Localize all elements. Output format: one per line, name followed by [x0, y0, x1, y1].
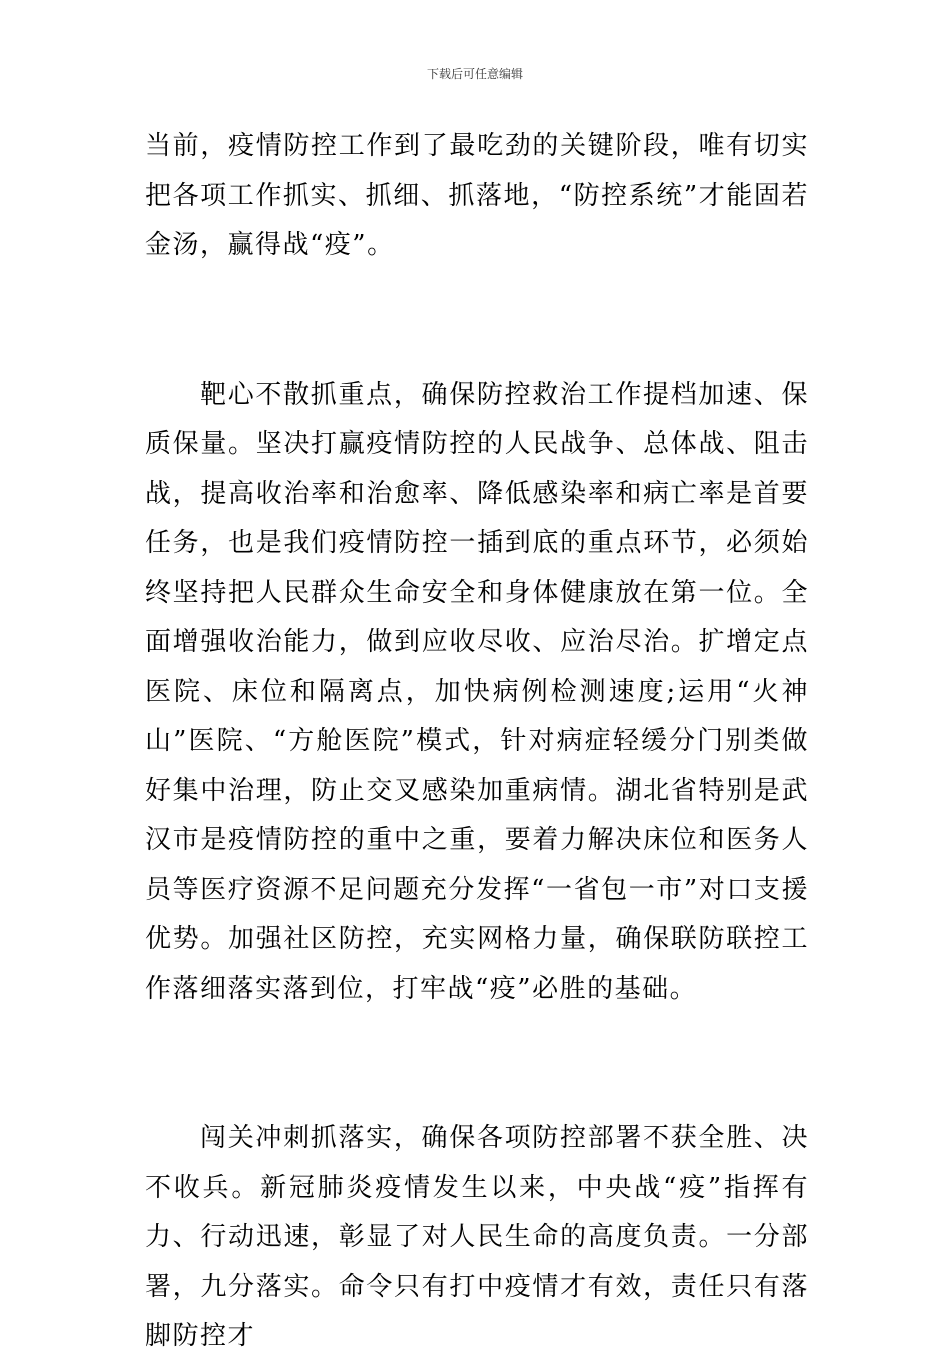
paragraph-spacer: [145, 271, 809, 371]
paragraph-implementation: 闯关冲刺抓落实，确保各项防控部署不获全胜、决不收兵。新冠肺炎疫情发生以来，中央战“疫”指挥有力、行动迅速，彰显了对人民生命的高度负责。一分部署，九分落实。命令只有打中疫情才有效，责任只有落脚防控才: [145, 1123, 809, 1351]
paragraph-treatment: 靶心不散抓重点，确保防控救治工作提档加速、保质保量。坚决打赢疫情防控的人民战争、总体战、阻击战，提高收治率和治愈率、降低感染率和病亡率是首要任务，也是我们疫情防控一插到底的重点环节，必须始终坚持把人民群众生命安全和身体健康放在第一位。全面增强收治能力，做到应收尽收、应治尽治。扩增定点医院、床位和隔离点，加快病例检测速度;运用“火神山”医院、“方舱医院”模式，针对病症轻缓分门别类做好集中治理，防止交叉感染加重病情。湖北省特别是武汉市是疫情防控的重中之重，要着力解决床位和医务人员等医疗资源不足问题充分发挥“一省包一市”对口支援优势。加强社区防控，充实网格力量，确保联防联控工作落细落实落到位，打牢战“疫”必胜的基础。: [145, 379, 809, 1004]
paragraph-intro: 当前，疫情防控工作到了最吃劲的关键阶段，唯有切实把各项工作抓实、抓细、抓落地，“防控系统”才能固若金汤，赢得战“疫”。: [145, 131, 809, 260]
document-body: [145, 122, 809, 1362]
page-header-note: 下载后可任意编辑: [426, 67, 523, 81]
paragraph-spacer: [145, 1014, 809, 1114]
